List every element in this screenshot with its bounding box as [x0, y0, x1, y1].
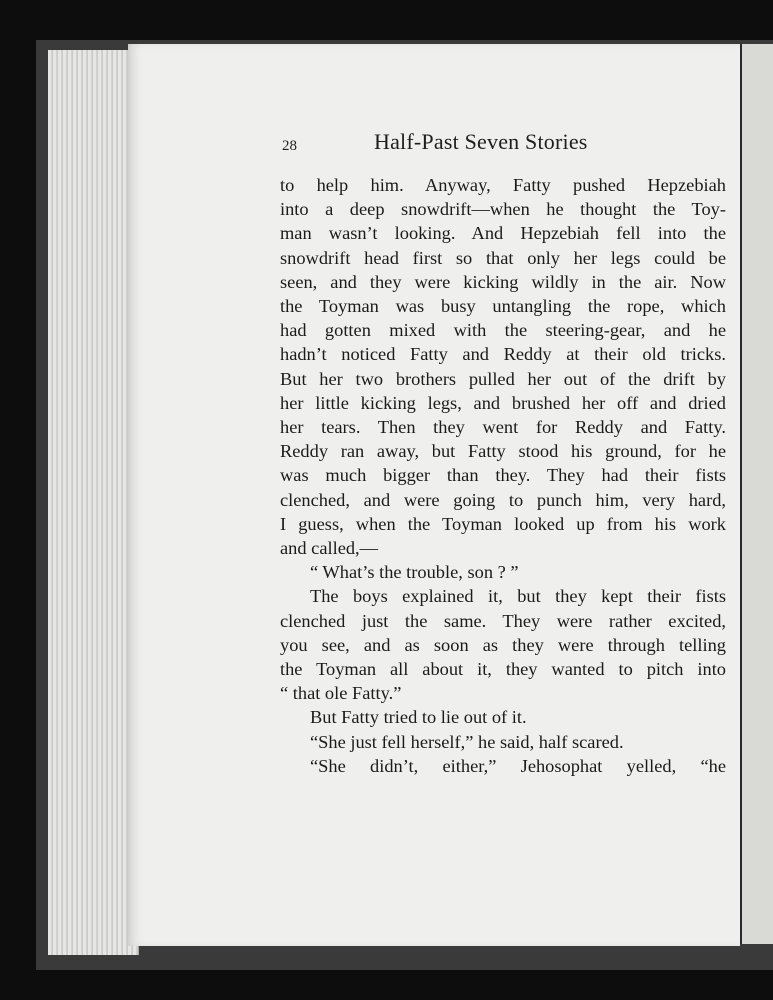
text-line: I guess, when the Toyman looked up from his work — [280, 513, 726, 534]
text-line: had gotten mixed with the steering-gear, and he — [280, 320, 726, 341]
text-line: the Toyman all about it, they wanted to pitch into — [280, 659, 726, 680]
page-number: 28 — [282, 138, 297, 154]
text-line: clenched just the same. They were rather excited, — [280, 610, 726, 631]
text-line: into a deep snowdrift—when he thought the Toy- — [280, 199, 726, 220]
running-title: Half-Past Seven Stories — [374, 129, 588, 154]
text-body — [280, 173, 726, 778]
text-line: to help him. Anyway, Fatty pushed Hepzebiah — [280, 175, 726, 195]
text-line: and called,— — [280, 538, 379, 559]
text-line: But Fatty tried to lie out of it. — [310, 707, 527, 728]
text-line: snowdrift head first so that only her legs could be — [280, 247, 726, 268]
text-line: But her two brothers pulled her out of the drift by — [280, 368, 726, 389]
text-line: Reddy ran away, but Fatty stood his ground, for he — [280, 441, 726, 462]
text-line: her little kicking legs, and brushed her off and dried — [280, 392, 726, 413]
text-line: The boys explained it, but they kept their fists — [310, 586, 726, 607]
text-line: “She didn’t, either,” Jehosophat yelled, “he — [310, 755, 726, 776]
page-header — [152, 128, 632, 162]
text-line: “She just fell herself,” he said, half scared. — [310, 731, 624, 752]
text-line: you see, and as soon as they were through telling — [280, 634, 726, 655]
next-page-edge — [740, 44, 773, 944]
text-line: her tears. Then they went for Reddy and Fatty. — [280, 417, 726, 438]
text-line: clenched, and were going to punch him, very hard, — [280, 489, 726, 510]
text-line: hadn’t noticed Fatty and Reddy at their old tricks. — [280, 344, 726, 365]
text-line: the Toyman was busy untangling the rope, which — [280, 296, 726, 317]
text-line: seen, and they were kicking wildly in the air. Now — [280, 271, 726, 292]
text-line: man wasn’t looking. And Hepzebiah fell into the — [280, 223, 726, 244]
text-line: “ that ole Fatty.” — [280, 683, 402, 704]
text-line: “ What’s the trouble, son ? ” — [310, 562, 519, 583]
page-edges — [48, 50, 139, 955]
text-line: was much bigger than they. They had their fists — [280, 465, 726, 486]
